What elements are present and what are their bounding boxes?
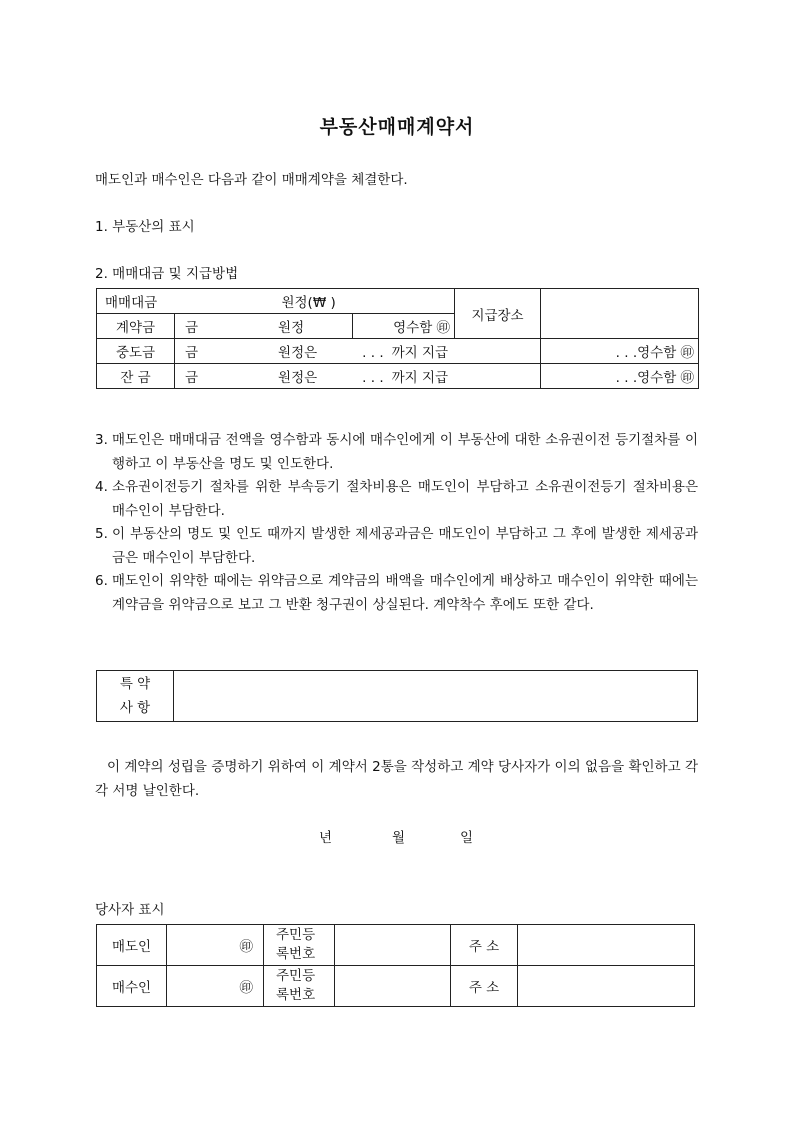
- clause-6: 6. 매도인이 위약한 때에는 위약금으로 계약금의 배액을 매수인에게 배상하고 매수인이 위약한 때에는 계약금을 위약금으로 보고 그 반환 청구권이 상실된다. 계약착수 후에도 또한 같다.: [95, 573, 698, 613]
- contract-date: [0, 826, 794, 846]
- interim-date: . . .: [362, 345, 384, 361]
- special-terms-content[interactable]: [174, 671, 698, 722]
- total-price-row: [97, 289, 699, 314]
- date-year: 년: [319, 830, 333, 846]
- balance-label: 잔 금: [97, 364, 175, 389]
- interim-geum: 금: [185, 345, 199, 361]
- seller-signature[interactable]: [167, 925, 264, 966]
- seller-address-value[interactable]: [518, 925, 695, 966]
- seller-id-label: 주민등 록번호: [264, 925, 335, 966]
- deposit-wonjeong: 원정: [278, 320, 305, 336]
- interim-until: 까지 지급: [391, 345, 449, 361]
- buyer-id-label: 주민등 록번호: [264, 966, 335, 1007]
- total-price-amount: 원정(₩ ): [281, 295, 336, 311]
- seller-id-value[interactable]: [335, 925, 451, 966]
- balance-date: . . .: [362, 370, 384, 386]
- closing-statement: 이 계약의 성립을 증명하기 위하여 이 계약서 2통을 작성하고 계약 당사자가 이의 없음을 확인하고 각각 서명 날인한다.: [95, 759, 698, 799]
- parties-heading: 당사자 표시: [95, 902, 165, 918]
- special-terms-label: 특 약 사 항: [97, 671, 174, 722]
- parties-table: [96, 924, 695, 1007]
- contract-clauses: [95, 429, 698, 617]
- document-title: 부동산매매계약서: [319, 116, 475, 138]
- clause-5: 5. 이 부동산의 명도 및 인도 때까지 발생한 제세공과금은 매도인이 부담하고 그 후에 발생한 제세공과금은 매수인이 부담한다.: [95, 526, 698, 566]
- seal-mark: ㊞: [239, 939, 253, 955]
- buyer-signature[interactable]: [167, 966, 264, 1007]
- total-price-label: 매매대금: [105, 295, 158, 311]
- date-day: 일: [460, 830, 474, 846]
- balance-wonjeong: 원정은: [278, 370, 318, 386]
- total-price-cell: [97, 289, 455, 314]
- buyer-address-value[interactable]: [518, 966, 695, 1007]
- balance-until: 까지 지급: [391, 370, 449, 386]
- clause-3: 3. 매도인은 매매대금 전액을 영수함과 동시에 매수인에게 이 부동산에 대한 소유권이전 등기절차를 이행하고 이 부동산을 명도 및 인도한다.: [95, 432, 698, 472]
- clause-4: 4. 소유권이전등기 절차를 위한 부속등기 절차비용은 매도인이 부담하고 소유권이전등기 절차비용은 매수인이 부담한다.: [95, 479, 698, 519]
- buyer-row: [97, 966, 695, 1007]
- buyer-id-value[interactable]: [335, 966, 451, 1007]
- section-2-heading: 2. 매매대금 및 지급방법: [95, 266, 239, 282]
- balance-amount-cell[interactable]: [175, 364, 541, 389]
- deposit-geum: 금: [185, 320, 199, 336]
- deposit-receipt: 영수함 ㊞: [353, 314, 455, 339]
- balance-geum: 금: [185, 370, 199, 386]
- deposit-label: 계약금: [97, 314, 175, 339]
- seller-row: [97, 925, 695, 966]
- balance-row: [97, 364, 699, 389]
- special-terms-table: [96, 670, 698, 722]
- interim-amount-cell[interactable]: [175, 339, 541, 364]
- interim-receipt: . . .영수함 ㊞: [541, 339, 699, 364]
- seller-label: 매도인: [97, 925, 167, 966]
- payment-place-label: 지급장소: [455, 289, 541, 339]
- interim-label: 중도금: [97, 339, 175, 364]
- payment-table: [96, 288, 699, 389]
- interim-row: [97, 339, 699, 364]
- interim-wonjeong: 원정은: [278, 345, 318, 361]
- buyer-label: 매수인: [97, 966, 167, 1007]
- section-1-heading: 1. 부동산의 표시: [95, 219, 195, 235]
- deposit-amount-cell[interactable]: [175, 314, 353, 339]
- date-month: 월: [392, 830, 406, 846]
- balance-receipt: . . .영수함 ㊞: [541, 364, 699, 389]
- payment-place-value[interactable]: [541, 289, 699, 339]
- buyer-address-label: 주 소: [451, 966, 518, 1007]
- seal-mark: ㊞: [239, 980, 253, 996]
- seller-address-label: 주 소: [451, 925, 518, 966]
- intro-text: 매도인과 매수인은 다음과 같이 매매계약을 체결한다.: [95, 172, 408, 188]
